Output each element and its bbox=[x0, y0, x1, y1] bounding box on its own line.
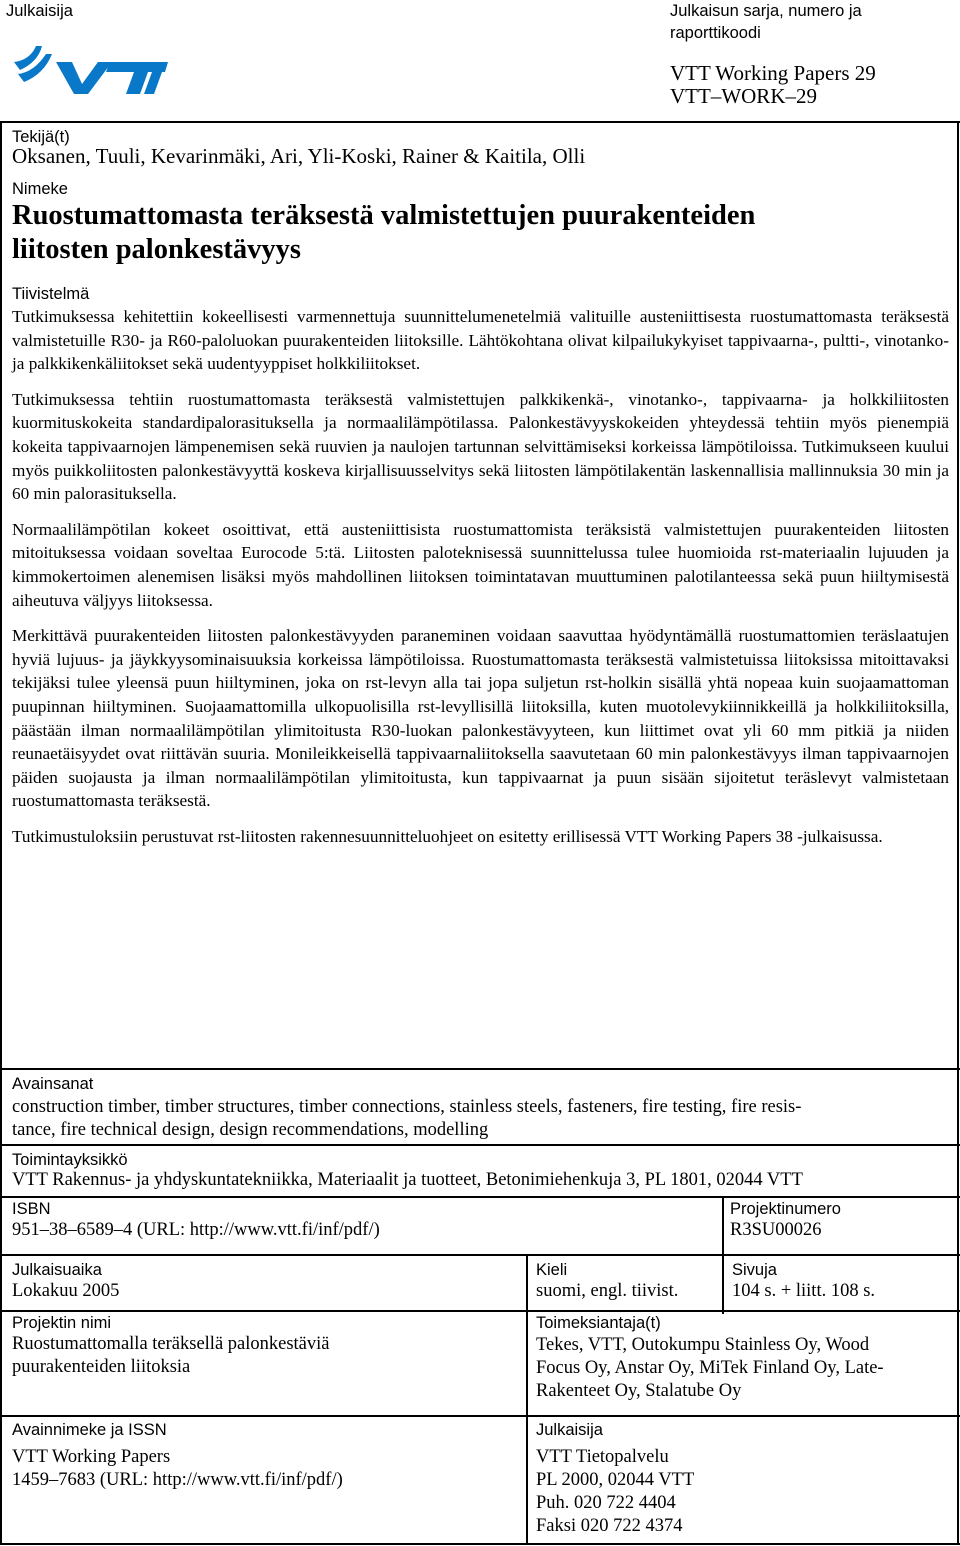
publisher-line: VTT Tietopalvelu bbox=[536, 1447, 669, 1467]
abstract-paragraph: Tutkimuksessa tehtiin ruostumattomasta teräksestä valmistettujen palkkikenkä-, vinotanko-, tappivaarna- ja holkkiliitosten kuormituskokeita standardipalorasituksella ja normaalilämpötilassa. Palonkestävyyskokeiden yhteydessä tehtiin myös pienempiä kokeita tappivaarnojen lämpenemisen sekä ruuvien ja naulojen tartunnan selvittämiseksi korkeissa lämpötiloissa. Tutkimukseen kuului myös puikkoliitosten palonkestävyyttä koskeva kirjallisuusselvitys sekä liitosten lämpötilakentän laskennallisia mallinnuksia 30 min ja 60 min palorasituksella. bbox=[12, 389, 949, 504]
pages-label: Sivuja bbox=[732, 1261, 777, 1279]
series-label bbox=[670, 0, 862, 44]
isbn-label: ISBN bbox=[12, 1200, 51, 1218]
unit-label: Toimintayksikkö bbox=[12, 1151, 128, 1169]
commissioned-by-line: Focus Oy, Anstar Oy, MiTek Finland Oy, Late- bbox=[536, 1358, 884, 1378]
series-value-line: VTT–WORK–29 bbox=[670, 84, 817, 108]
series-issn-line: VTT Working Papers bbox=[12, 1447, 171, 1467]
project-number-label: Projektinumero bbox=[730, 1200, 841, 1218]
publisher-line: PL 2000, 02044 VTT bbox=[536, 1470, 695, 1490]
date-label: Julkaisuaika bbox=[12, 1261, 102, 1279]
isbn-value: 951–38–6589–4 (URL: http://www.vtt.fi/inf/pdf/) bbox=[12, 1220, 380, 1240]
unit-value: VTT Rakennus- ja yhdyskuntatekniikka, Materiaalit ja tuotteet, Betonimiehenkuja 3, PL 1801, 02044 VTT bbox=[12, 1170, 803, 1190]
series-value-line: VTT Working Papers 29 bbox=[670, 61, 876, 85]
abstract-paragraph: Merkittävä puurakenteiden liitosten palonkestävyyden paraneminen voidaan saavuttaa hyödyntämällä ruostumattomien teräslaatujen hyviä lujuus- ja jäykkyysominaisuuksia korkeissa lämpötiloissa. Ruostumattomasta teräksestä valmistetuissa liitoksissa mitoittavaksi tekijäksi tulee yleensä puun hiiltyminen, joka on rst-levyn alla tai jopa suljetun rst-holkin sisällä yhtä nopeaa kuin suojaamattoman puupinnan hiiltyminen. Suojaamattomilla ulkopuolisilla rst-levyllisillä liitoksilla, kuten muotolevykiinnikkeillä ja holkkiliitoksilla, päästään ilman normaalilämpötilan ylimitoitusta R30-luokan palonkestävyyteen, kun liittimet ovat yli 60 mm pitkiä ja niiden reunaetäisyydet ovat riittävän suuria. Monileikkeisellä tappivaarnaliitoksella saavutetaan 60 min palonkestävyys ilman tappivaarnojen päiden suojausta ja ilman normaalilämpötilan ylimitoitusta, kun tappivaarnat ja puun sisään sijoitetut teräslevyt valmistetaan ruostumattomasta teräksestä. bbox=[12, 626, 949, 811]
publisher-bottom-label: Julkaisija bbox=[536, 1421, 603, 1439]
date-value: Lokakuu 2005 bbox=[12, 1281, 120, 1301]
frame-bottom bbox=[0, 1543, 960, 1545]
date-col-divider bbox=[526, 1254, 528, 1314]
publisher-bottom-value bbox=[536, 1446, 694, 1538]
project-name-line: puurakenteiden liitoksia bbox=[12, 1357, 191, 1377]
unit-divider bbox=[0, 1144, 960, 1146]
series-issn-line: 1459–7683 (URL: http://www.vtt.fi/inf/pdf/) bbox=[12, 1470, 343, 1490]
keywords-value bbox=[12, 1096, 801, 1142]
series-divider bbox=[0, 1415, 960, 1417]
series-issn-label: Avainnimeke ja ISSN bbox=[12, 1421, 167, 1439]
series-issn-value bbox=[12, 1446, 343, 1492]
title-line: Ruostumattomasta teräksestä valmistettujen puurakenteiden bbox=[12, 200, 756, 231]
commissioned-by-label: Toimeksiantaja(t) bbox=[536, 1314, 661, 1332]
title-line: liitosten palonkestävyys bbox=[12, 234, 301, 265]
project-number-value: R3SU00026 bbox=[730, 1220, 822, 1240]
abstract-label: Tiivistelmä bbox=[12, 285, 90, 303]
project-name-value bbox=[12, 1333, 330, 1379]
isbn-divider bbox=[0, 1196, 960, 1198]
authors-label: Tekijä(t) bbox=[12, 128, 70, 146]
keywords-line: tance, fire technical design, design recommendations, modelling bbox=[12, 1120, 489, 1140]
commissioned-by-line: Tekes, VTT, Outokumpu Stainless Oy, Wood bbox=[536, 1335, 870, 1355]
abstract-paragraph: Normaalilämpötilan kokeet osoittivat, että austeniittisista ruostumattomista teräksistä valmistettujen puurakenteiden liitosten mitoituksessa voidaan soveltaa Eurocode 5:tä. Liitosten paloteknisessä suunnittelussa tulee huomioida rst-materiaalin lujuuden ja kimmokertoimen alenemisen lisäksi myös mahdollinen liitoksen toimintatavan muuttuminen palotilanteessa sekä puun hiiltymisestä aiheutuva väljyys liitoksessa. bbox=[12, 519, 949, 610]
frame-right bbox=[957, 121, 959, 1544]
commissioned-by-value bbox=[536, 1334, 884, 1403]
lang-col-divider bbox=[722, 1254, 724, 1314]
keywords-divider bbox=[0, 1068, 960, 1070]
authors-value: Oksanen, Tuuli, Kevarinmäki, Ari, Yli-Koski, Rainer & Kaitila, Olli bbox=[12, 144, 586, 168]
language-value: suomi, engl. tiivist. bbox=[536, 1281, 679, 1301]
keywords-label: Avainsanat bbox=[12, 1075, 94, 1093]
series-label-line: Julkaisun sarja, numero ja bbox=[670, 2, 862, 20]
abstract-body bbox=[12, 305, 949, 860]
project-name-label: Projektin nimi bbox=[12, 1314, 112, 1332]
publisher-line: Faksi 020 722 4374 bbox=[536, 1516, 683, 1536]
title-label: Nimeke bbox=[12, 180, 68, 198]
abstract-paragraph: Tutkimuksessa kehitettiin kokeellisesti varmennettuja suunnittelumenetelmiä valituille austeniittisesta ruostumattomasta teräksestä valmistetuille R30- ja R60-paloluokan puurakenteiden liitoksille. Lähtökohtana olivat kilpailukykyiset tappivaarna-, pultti-, vinotanko- ja palkkikenkäliitokset sekä uudentyyppiset holkkiliitokset. bbox=[12, 307, 949, 374]
project-divider bbox=[0, 1310, 960, 1312]
pages-value: 104 s. + liitt. 108 s. bbox=[732, 1281, 876, 1301]
date-divider bbox=[0, 1254, 960, 1256]
vtt-logo-graphic bbox=[12, 40, 170, 96]
vtt-logo bbox=[12, 40, 170, 96]
document-title bbox=[12, 199, 755, 267]
series-label-line: raporttikoodi bbox=[670, 24, 761, 42]
publisher-line: Puh. 020 722 4404 bbox=[536, 1493, 676, 1513]
project-col-divider bbox=[526, 1310, 528, 1543]
keywords-line: construction timber, timber structures, timber connections, stainless steels, fasteners, fire testing, fire resis- bbox=[12, 1097, 802, 1117]
publisher-label: Julkaisija bbox=[6, 2, 73, 20]
series-value bbox=[670, 62, 876, 108]
abstract-paragraph: Tutkimustuloksiin perustuvat rst-liitosten rakennesuunnitteluohjeet on esitetty erillisessä VTT Working Papers 38 -julkaisussa. bbox=[12, 826, 883, 846]
isbn-col-divider bbox=[722, 1196, 724, 1254]
language-label: Kieli bbox=[536, 1261, 568, 1279]
commissioned-by-line: Rakenteet Oy, Stalatube Oy bbox=[536, 1381, 742, 1401]
project-name-line: Ruostumattomalla teräksellä palonkestäviä bbox=[12, 1334, 330, 1354]
frame-top bbox=[0, 121, 960, 123]
frame-left bbox=[0, 121, 2, 1544]
